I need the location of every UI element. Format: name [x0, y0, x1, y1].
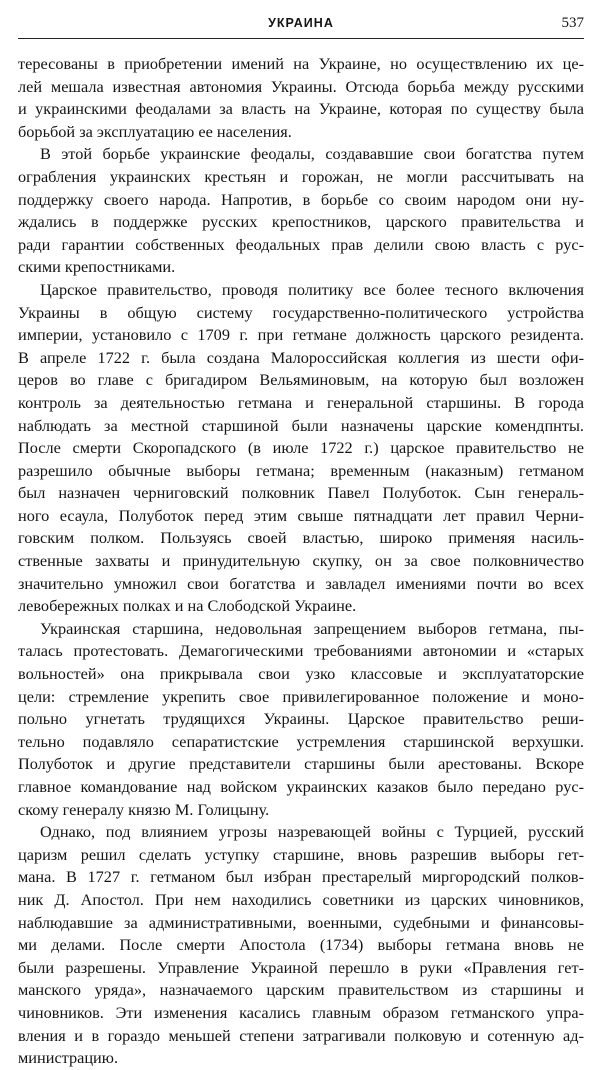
- text-line: наблюдавшие за административными, военными, судебными и финансовы-: [18, 912, 584, 932]
- text-line: царизм решил сделать уступку старшине, вновь разрешив выборы гет-: [18, 844, 584, 864]
- text-line: талась протестовать. Демагогическими требованиями автономии и «старых: [18, 641, 584, 661]
- paragraph: [18, 618, 584, 821]
- text-line: мана. В 1727 г. гетманом был избран престарелый миргородский полков-: [18, 867, 584, 887]
- text-line: ственные захваты и принудительную скупку, он за свое полковничество: [18, 551, 584, 571]
- text-line: манского уряда», назначаемого царским правительством из старшины и: [18, 980, 584, 1000]
- text-line: Украинская старшина, недовольная запрещением выборов гетмана, пы-: [40, 618, 584, 638]
- text-line: вольностей» она прикрывала свои узко классовые и эксплуататорские: [18, 664, 584, 684]
- text-line: борьбой за эксплуатацию ее населения.: [18, 121, 292, 141]
- text-line: чиновников. Эти изменения касались главным образом гетманского упра-: [18, 1002, 584, 1022]
- text-line: лей мешала известная автономия Украины. Отсюда борьба между русскими: [18, 76, 584, 96]
- text-line: Однако, под влиянием угрозы назревающей войны с Турцией, русский: [40, 822, 584, 842]
- text-line: Украины в общую систему государственно-политического устройства: [18, 302, 584, 322]
- text-line: ми делами. После смерти Апостола (1734) выборы гетмана вновь не: [18, 935, 584, 955]
- text-line: В этой борьбе украинские феодалы, создававшие свои богатства путем: [40, 144, 584, 164]
- text-line: министрацию.: [18, 1048, 119, 1068]
- text-line: церов во главе с бригадиром Вельяминовым, на которую был возложен: [18, 370, 584, 390]
- text-line: После смерти Скоропадского (в июле 1722 г.) царское правительство не: [18, 438, 584, 458]
- book-page: [18, 14, 584, 1070]
- text-line: ждались в поддержке русских крепостников, царского правительства и: [18, 212, 584, 232]
- text-line: поддержку своего народа. Напротив, в борьбе со своим народом они ну-: [18, 189, 584, 209]
- text-line: и украинскими феодалами за власть на Украине, которая по существу была: [18, 99, 584, 119]
- paragraph: [18, 143, 584, 279]
- page-number: 537: [561, 15, 584, 31]
- paragraph: [18, 821, 584, 1070]
- text-line: скому генералу князю М. Голицыну.: [18, 799, 270, 819]
- paragraph: [18, 279, 584, 618]
- text-line: ради гарантии собственных феодальных прав делили свою власть с рус-: [18, 234, 584, 254]
- text-line: левобережных полках и на Слободской Украине.: [18, 596, 357, 616]
- text-line: говским полком. Пользуясь своей властью, широко применяя насиль-: [18, 528, 584, 548]
- text-line: ограбления украинских крестьян и горожан, не могли рассчитывать на: [18, 166, 584, 186]
- text-line: скими крепостниками.: [18, 257, 176, 277]
- text-line: главное командование над войском украинских казаков было передано рус-: [18, 777, 584, 796]
- text-line: контроль за деятельностью гетмана и генеральной старшины. В города: [18, 392, 584, 412]
- text-line: вления и в гораздо меньшей степени затрагивали полковую и сотенную ад-: [18, 1025, 584, 1045]
- text-line: были разрешены. Управление Украиной перешло в руки «Правления гет-: [18, 957, 584, 977]
- text-line: польно угнетать трудящихся Украины. Царское правительство реши-: [18, 709, 584, 729]
- text-line: Полуботок и другие представители старшины были арестованы. Вскоре: [18, 754, 584, 774]
- text-line: империи, установило с 1709 г. при гетмане должность царского резидента.: [18, 325, 584, 345]
- text-line: тересованы в приобретении имений на Украине, но осуществлению их це-: [18, 54, 584, 73]
- page-header: [18, 14, 584, 39]
- text-line: ник Д. Апостол. При нем находились советники из царских чиновников,: [18, 889, 584, 909]
- text-line: тельно подавляло сепаратистские устремления старшинской верхушки.: [18, 731, 584, 751]
- text-line: В апреле 1722 г. была создана Малороссийская коллегия из шести офи-: [18, 347, 584, 367]
- text-line: наблюдать за местной старшиной были назначены царские комендпнты.: [18, 415, 584, 435]
- text-line: значительно умножил свои богатства и завладел имениями почти во всех: [18, 573, 584, 593]
- text-line: цели: стремление укрепить свое привилегированное положение и моно-: [18, 686, 584, 706]
- text-line: был назначен черниговский полковник Павел Полуботок. Сын генераль-: [18, 483, 584, 503]
- body-text: [18, 53, 584, 1070]
- text-line: разрешило обычные выборы гетмана; временным (наказным) гетманом: [18, 460, 584, 480]
- running-head: УКРАИНА: [268, 16, 334, 30]
- paragraph: [18, 53, 584, 143]
- text-line: Царское правительство, проводя политику все более тесного включения: [40, 279, 584, 299]
- text-line: ного есаула, Полуботок перед этим свыше пятнадцати лет правил Черни-: [18, 505, 584, 525]
